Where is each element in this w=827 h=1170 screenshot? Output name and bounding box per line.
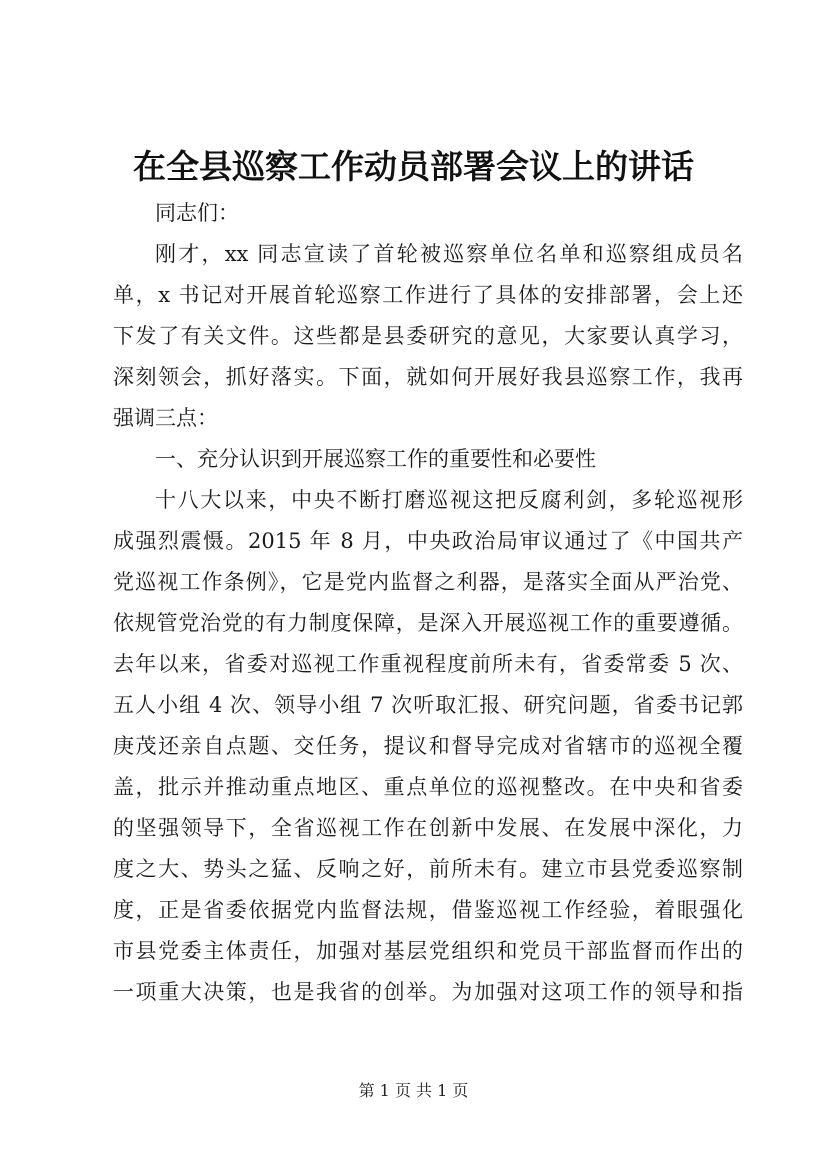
text-line: 五人小组 4 次、领导小组 7 次听取汇报、研究问题，省委书记郭 — [113, 693, 743, 717]
page-footer: 第 1 页 共 1 页 — [358, 1081, 469, 1100]
text-line: 十八大以来，中央不断打磨巡视这把反腐利剑，多轮巡视形 — [155, 488, 743, 512]
text-line: 党巡视工作条例》，它是党内监督之利器，是落实全面从严治党、 — [113, 570, 743, 594]
text-line: 庚茂还亲自点题、交任务，提议和督导完成对省辖市的巡视全覆 — [113, 734, 743, 758]
text-line: 刚才，xx 同志宣读了首轮被巡察单位名单和巡察组成员名 — [155, 242, 743, 266]
text-line: 一、充分认识到开展巡察工作的重要性和必要性 — [155, 447, 596, 471]
text-line: 度，正是省委依据党内监督法规，借鉴巡视工作经验，着眼强化 — [113, 898, 743, 922]
text-line: 盖，批示并推动重点地区、重点单位的巡视整改。在中央和省委 — [113, 775, 743, 799]
text-line: 去年以来，省委对巡视工作重视程度前所未有，省委常委 5 次、 — [113, 652, 743, 676]
text-line: 成强烈震慑。2015 年 8 月，中央政治局审议通过了《中国共产 — [113, 529, 743, 553]
text-line: 一项重大决策，也是我省的创举。为加强对这项工作的领导和指 — [113, 980, 743, 1004]
document-title: 在全县巡察工作动员部署会议上的讲话 — [133, 147, 694, 186]
text-line: 单，x 书记对开展首轮巡察工作进行了具体的安排部署，会上还 — [113, 283, 743, 307]
text-line: 度之大、势头之猛、反响之好，前所未有。建立市县党委巡察制 — [113, 857, 743, 881]
text-line: 强调三点： — [113, 406, 218, 430]
text-line: 同志们： — [155, 201, 239, 225]
text-line: 市县党委主体责任，加强对基层党组织和党员干部监督而作出的 — [113, 939, 743, 963]
text-line: 深刻领会，抓好落实。下面，就如何开展好我县巡察工作，我再 — [113, 365, 743, 389]
text-line: 下发了有关文件。这些都是县委研究的意见，大家要认真学习， — [113, 324, 743, 348]
text-line: 的坚强领导下，全省巡视工作在创新中发展、在发展中深化，力 — [113, 816, 743, 840]
text-line: 依规管党治党的有力制度保障，是深入开展巡视工作的重要遵循。 — [113, 611, 743, 635]
document-body — [113, 193, 743, 1013]
